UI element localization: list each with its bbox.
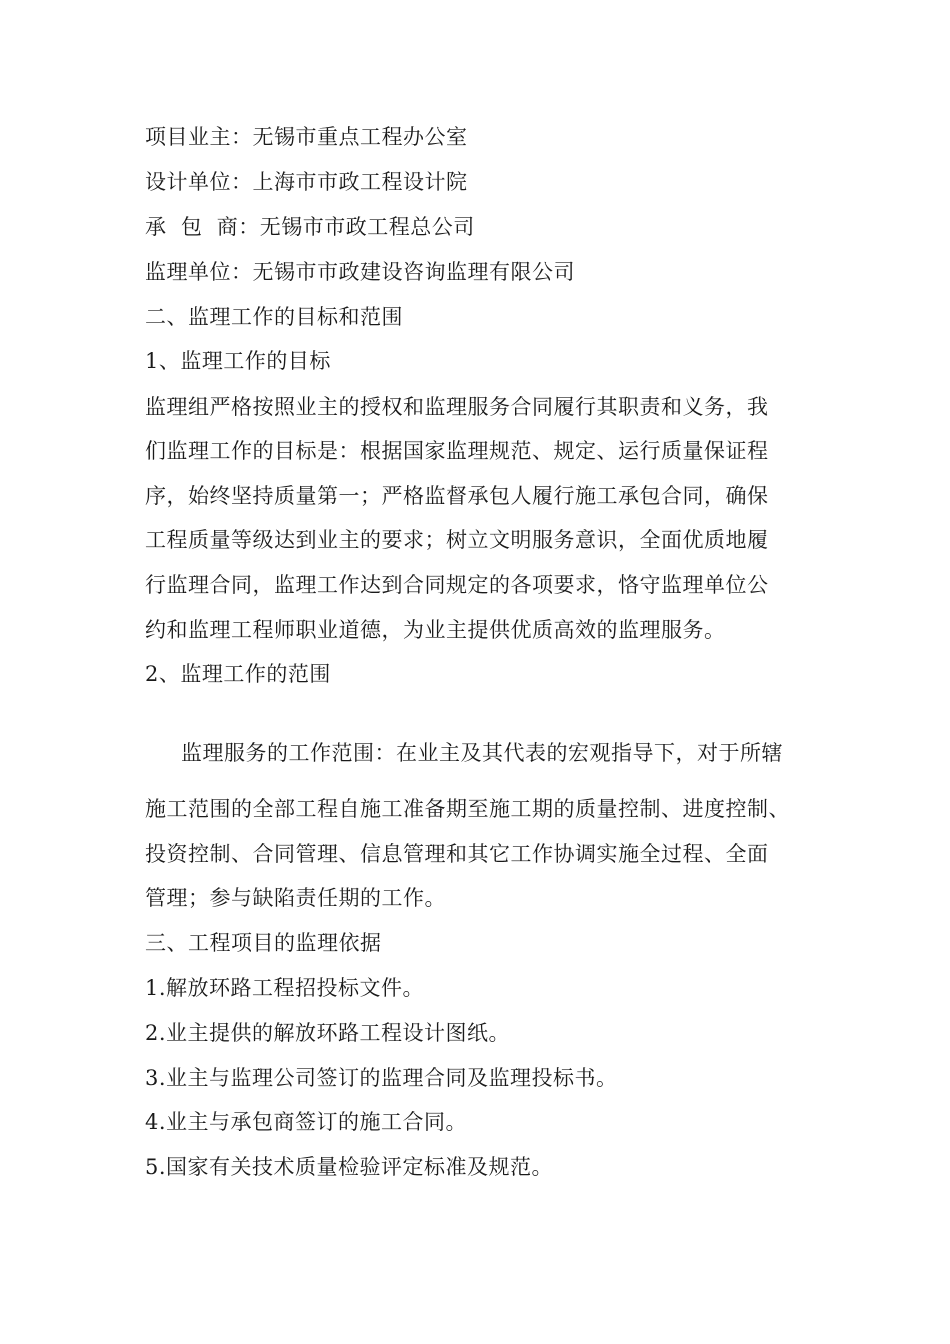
basis-list-item: 5.国家有关技术质量检验评定标准及规范。 xyxy=(145,1155,554,1179)
goal-paragraph-line: 约和监理工程师职业道德，为业主提供优质高效的监理服务。 xyxy=(145,618,726,642)
section-3-heading: 三、工程项目的监理依据 xyxy=(145,931,382,955)
section-2-heading: 二、监理工作的目标和范围 xyxy=(145,305,403,329)
goal-paragraph-line: 行监理合同，监理工作达到合同规定的各项要求，恪守监理单位公 xyxy=(145,573,769,597)
scope-paragraph-line: 监理服务的工作范围：在业主及其代表的宏观指导下，对于所辖 xyxy=(181,741,783,765)
basis-list-item: 4.业主与承包商签订的施工合同。 xyxy=(145,1110,468,1134)
goal-paragraph-line: 工程质量等级达到业主的要求；树立文明服务意识，全面优质地履 xyxy=(145,528,769,552)
goal-paragraph-line: 们监理工作的目标是：根据国家监理规范、规定、运行质量保证程 xyxy=(145,439,769,463)
scope-heading: 2、监理工作的范围 xyxy=(145,662,331,686)
contractor-line: 承 包 商：无锡市市政工程总公司 xyxy=(145,215,475,239)
project-owner-line: 项目业主：无锡市重点工程办公室 xyxy=(145,125,468,149)
supervision-unit-line: 监理单位：无锡市市政建设咨询监理有限公司 xyxy=(145,260,575,284)
basis-list-item: 1.解放环路工程招投标文件。 xyxy=(145,976,425,1000)
goal-paragraph-line: 序，始终坚持质量第一；严格监督承包人履行施工承包合同，确保 xyxy=(145,484,769,508)
goal-paragraph-line: 监理组严格按照业主的授权和监理服务合同履行其职责和义务，我 xyxy=(145,395,769,419)
design-unit-line: 设计单位：上海市市政工程设计院 xyxy=(145,170,468,194)
scope-paragraph-line: 管理；参与缺陷责任期的工作。 xyxy=(145,886,446,910)
basis-list-item: 3.业主与监理公司签订的监理合同及监理投标书。 xyxy=(145,1066,618,1090)
basis-list-item: 2.业主提供的解放环路工程设计图纸。 xyxy=(145,1021,511,1045)
scope-paragraph-line: 投资控制、合同管理、信息管理和其它工作协调实施全过程、全面 xyxy=(145,842,769,866)
scope-paragraph-line: 施工范围的全部工程自施工准备期至施工期的质量控制、进度控制、 xyxy=(145,797,790,821)
goal-heading: 1、监理工作的目标 xyxy=(145,349,331,373)
